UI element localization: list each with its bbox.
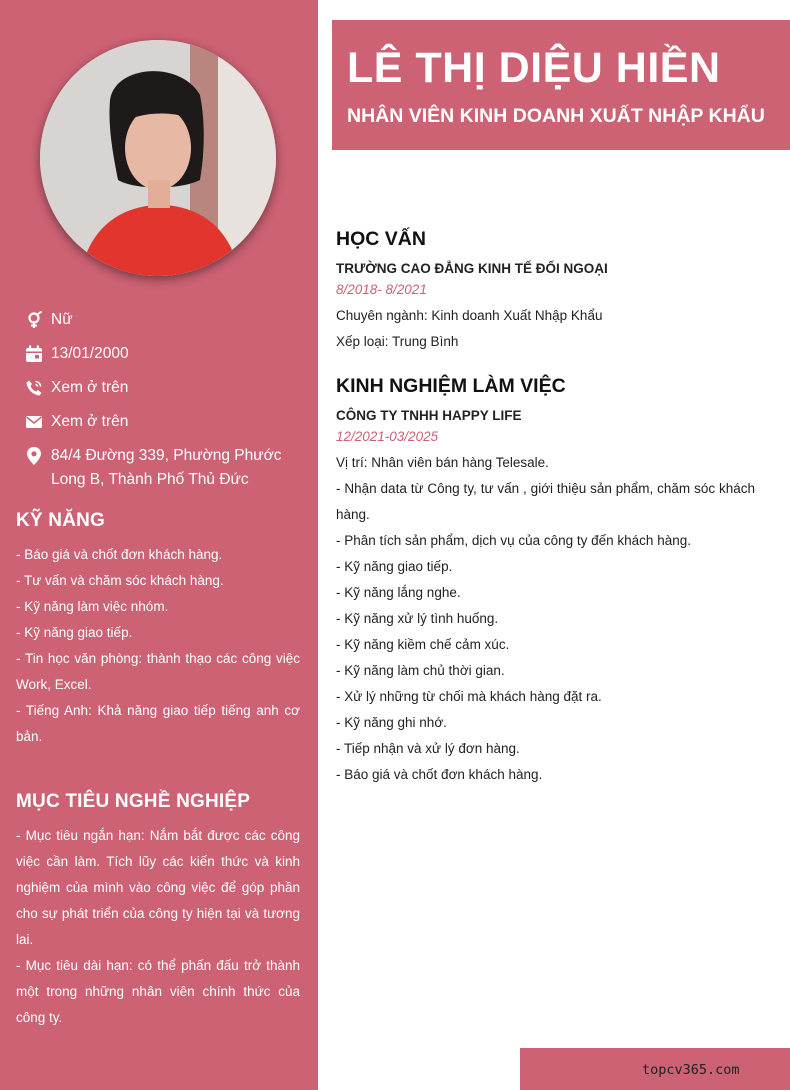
watermark-text: topcv365.com	[642, 1062, 740, 1078]
education-heading: HỌC VẤN	[336, 228, 426, 250]
experience-section	[336, 375, 755, 788]
experience-line: - Kỹ năng giao tiếp.	[336, 559, 453, 574]
sidebar	[0, 0, 318, 1090]
education-section	[336, 228, 755, 355]
goal-item: - Mục tiêu ngắn hạn: Nắm bắt được các công việc cần làm. Tích lũy các kiến thức và kinh nghiệm của mình vào công việc để góp phần cho sự phát triển của công ty hiện tại và tương lai.	[16, 828, 300, 947]
career-goals-heading: MỤC TIÊU NGHỀ NGHIỆP	[16, 791, 251, 812]
experience-line: - Kỹ năng ghi nhớ.	[336, 715, 447, 730]
skill-item: - Tư vấn và chăm sóc khách hàng.	[16, 573, 224, 588]
watermark-banner	[520, 1048, 790, 1090]
contact-email-text: Xem ở trên	[51, 413, 129, 430]
contact-phone-text: Xem ở trên	[51, 379, 129, 396]
skill-item: - Kỹ năng giao tiếp.	[16, 625, 133, 640]
education-line: Chuyên ngành: Kinh doanh Xuất Nhập Khẩu	[336, 308, 603, 323]
phone-icon	[24, 376, 44, 400]
gender-icon	[24, 308, 44, 332]
experience-line: - Kỹ năng lắng nghe.	[336, 585, 461, 600]
career-goals-section	[16, 791, 300, 1031]
profile-photo	[40, 40, 276, 276]
contact-address	[24, 444, 308, 492]
skill-item: - Kỹ năng làm việc nhóm.	[16, 599, 169, 614]
experience-line: - Phân tích sản phẩm, dịch vụ của công ty đến khách hàng.	[336, 533, 691, 548]
contact-gender-text: Nữ	[51, 311, 73, 328]
experience-line: - Kỹ năng xử lý tình huống.	[336, 611, 499, 626]
experience-line: - Nhận data từ Công ty, tư vấn , giới thiệu sản phẩm, chăm sóc khách hàng.	[336, 481, 755, 522]
experience-line: - Kỹ năng làm chủ thời gian.	[336, 663, 505, 678]
experience-line: - Báo giá và chốt đơn khách hàng.	[336, 767, 543, 782]
school-name: TRƯỜNG CAO ĐẲNG KINH TẾ ĐỐI NGOẠI	[336, 261, 608, 276]
education-period: 8/2018- 8/2021	[336, 282, 427, 297]
contact-birthday-text: 13/01/2000	[51, 345, 129, 362]
contact-phone	[24, 376, 308, 400]
header-banner	[332, 20, 790, 150]
contact-birthday	[24, 342, 308, 366]
email-icon	[24, 410, 44, 434]
experience-heading: KINH NGHIỆM LÀM VIỆC	[336, 375, 566, 397]
skill-item: - Tiếng Anh: Khả năng giao tiếp tiếng anh cơ bản.	[16, 703, 300, 744]
experience-line: Vị trí: Nhân viên bán hàng Telesale.	[336, 455, 549, 470]
candidate-job-title: NHÂN VIÊN KINH DOANH XUẤT NHẬP KHẨU	[347, 105, 765, 127]
experience-period: 12/2021-03/2025	[336, 429, 439, 444]
experience-line: - Tiếp nhận và xử lý đơn hàng.	[336, 741, 520, 756]
experience-line: - Kỹ năng kiềm chế cảm xúc.	[336, 637, 510, 652]
calendar-icon	[24, 342, 44, 366]
education-line: Xếp loại: Trung Bình	[336, 334, 459, 349]
contact-list	[24, 308, 308, 502]
skills-heading: KỸ NĂNG	[16, 510, 106, 531]
company-name: CÔNG TY TNHH HAPPY LIFE	[336, 408, 522, 423]
location-icon	[24, 444, 44, 468]
contact-gender	[24, 308, 308, 332]
contact-address-text: 84/4 Đường 339, Phường Phước Long B, Thành Phố Thủ Đức	[51, 447, 282, 488]
goal-item: - Mục tiêu dài hạn: có thể phấn đấu trở thành một trong những nhân viên chính thức của công ty.	[16, 958, 300, 1025]
skills-section	[16, 510, 300, 750]
candidate-name: LÊ THỊ DIỆU HIỀN	[347, 44, 721, 92]
skill-item: - Tin học văn phòng: thành thạo các công việc Work, Excel.	[16, 651, 300, 692]
contact-email	[24, 410, 308, 434]
experience-line: - Xử lý những từ chối mà khách hàng đặt ra.	[336, 689, 602, 704]
skill-item: - Báo giá và chốt đơn khách hàng.	[16, 547, 223, 562]
